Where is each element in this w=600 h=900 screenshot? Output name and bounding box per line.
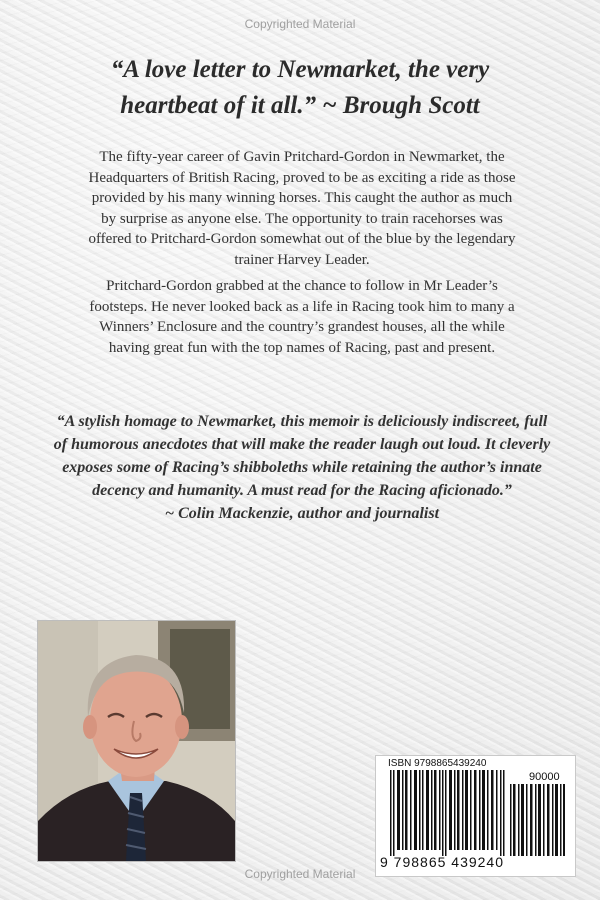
- review-quote: [52, 410, 552, 525]
- price-code: 90000: [529, 771, 560, 783]
- headline-line-1: “A love letter to Newmarket, the very: [110, 56, 490, 83]
- headline-quote: [40, 52, 560, 124]
- book-description: [86, 147, 518, 364]
- author-portrait-illustration: [38, 621, 235, 861]
- barcode-digits: 9 798865 439240: [380, 854, 504, 870]
- author-photo: [37, 620, 236, 862]
- review-text: “A stylish homage to Newmarket, this memoir is deliciously indiscreet, full of humorous anecdotes that will make the reader laugh out loud. It cleverly exposes some of Racing’s shibboleths while retaining the author’s innate decency and humanity. A must read for the Racing aficionado.”: [53, 413, 551, 499]
- review-attribution: ~ Colin Mackenzie, author and journalist: [164, 505, 440, 522]
- price-addon-bars: [510, 784, 566, 856]
- headline-line-2: heartbeat of it all.” ~ Brough Scott: [120, 92, 480, 119]
- description-paragraph-2: Pritchard-Gordon grabbed at the chance to follow in Mr Leader’s footsteps. He never looked back as a life in Racing took him to many a Winners’ Enclosure and the country’s grandest houses, all the while having great fun with the top names of Racing, past and present.: [89, 278, 515, 356]
- isbn-label: ISBN 9798865439240: [388, 758, 487, 769]
- isbn-barcode: [375, 755, 576, 877]
- barcode-bars: [390, 770, 506, 856]
- copyright-watermark-top: Copyrighted Material: [244, 17, 356, 31]
- copyright-watermark-bottom: Copyrighted Material: [244, 867, 356, 881]
- description-paragraph-1: The fifty-year career of Gavin Pritchard-Gordon in Newmarket, the Headquarters of British Racing, proved to be as exciting a ride as those provided by his many winning horses. This caught the author as much by surprise as anyone else. The opportunity to train racehorses was offered to Pritchard-Gordon somewhat out of the blue by the legendary trainer Harvey Leader.: [88, 149, 516, 268]
